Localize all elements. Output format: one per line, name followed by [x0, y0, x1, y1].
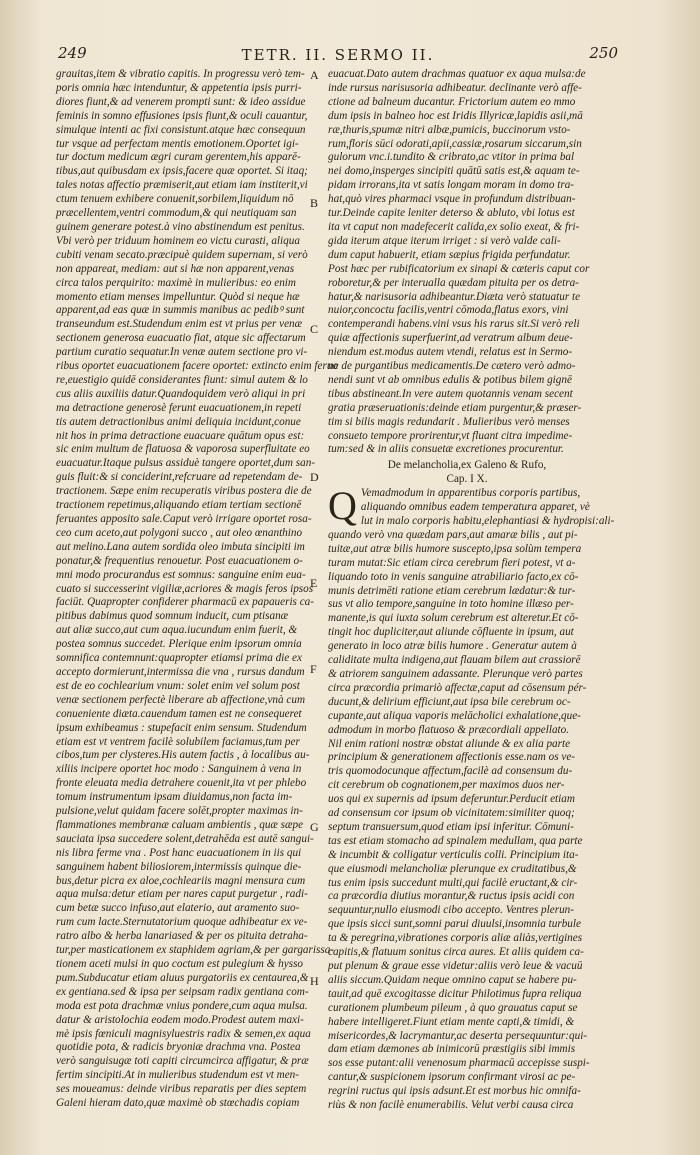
right-column-b-line: curationem plumbeum pileum , à quo grauatus caput se: [328, 1001, 578, 1014]
margin-letter: G: [310, 820, 319, 834]
right-column-b-line: cit cerebrum ob cognationem,per maximos duos ner-: [328, 779, 565, 792]
left-column-line: pitibus dabimus quod somnum inducit, cum ptisanæ: [56, 610, 289, 623]
left-column-line: flammationes membranæ caluam ambientis , quæ sæpe: [56, 818, 304, 831]
right-column-part-a: [328, 68, 606, 457]
right-column-a-line: niendum est.modus autem vtendi, relatus est in Sermo-: [328, 346, 573, 359]
right-column-b-line: aliis siccum.Quidam neque omnino caput se habere pu-: [328, 973, 577, 986]
right-column-b-line: regrini ructus qui ipsis adsunt.Et est morbus hic omnifa-: [328, 1085, 581, 1098]
left-column-line: ctum tenuem exhibere conuenit,sorbilem,liquidum nō: [56, 193, 294, 206]
right-column-b-line: principium & generationem affectionis esse.nam os ve-: [328, 751, 576, 764]
page-header: [58, 46, 618, 70]
margin-letter: B: [310, 196, 319, 210]
right-column-b-line: ad consensum cor ipsum ob vicinitatem:similiter quoq;: [328, 807, 575, 820]
margin-letter: F: [310, 662, 317, 676]
folio-left: 249: [58, 44, 87, 62]
right-column-a-line: ræ,thuris,spumæ nitri albæ,pumicis, buccinorum vsto-: [328, 123, 571, 136]
right-column-b-line: tingit hoc dupliciter,aut aliunde cōfluente in ipsum, aut: [328, 626, 574, 639]
right-column: [328, 68, 615, 1113]
left-column-line: cus aliis auxiliis datur.Quandoquidem verò aliqui in pri: [56, 387, 306, 400]
right-column-b-line: turam mutat:Sic etiam circa cerebrum fieri potest, vt a-: [328, 556, 576, 569]
folio-right: 250: [589, 44, 618, 62]
left-column-line: cibos,tum per clysteres.His autem factis , à localibus au-: [56, 749, 310, 762]
right-column-b-line: que ipsis sicci sunt,somni parui diuulsi,insomnia turbule: [328, 918, 581, 931]
left-column-line: ribus oportet euacuationem facere oportet: extincto enim feruo: [56, 360, 339, 373]
right-column-b-line: ca præcordia diutius morantur,& ructus ipsis acidi con: [328, 890, 575, 903]
right-column-b-line: habere intelligeret.Fiunt etiam mente capti,& timidi, &: [328, 1015, 575, 1028]
left-column-line: transeundum est.Studendum enim est vt prius per venæ: [56, 318, 303, 331]
right-column-a-line: tur.Deinde capite leniter deterso & abluto, vbi lotus est: [328, 207, 575, 220]
left-column-line: aut melino.Lana autem sordida oleo imbuta sincipiti im: [56, 540, 305, 553]
left-column-line: rum cum lacte.Sternutatorium quoque adhibeatur ex ve-: [56, 916, 308, 929]
right-column-part-b: [328, 483, 615, 1113]
right-column-a-line: ne de purgantibus medicamentis.De cætero verò admo-: [328, 360, 576, 373]
left-column-line: partium curatio sequatur.In venæ autem sectione pro vi-: [56, 346, 308, 359]
left-column-line: circa talos perquirito: maximè in mulieribus: eo enim: [56, 276, 296, 289]
right-column-b-line: misericordes,& lacrymantur,ac deserta persequuntur:qui-: [328, 1029, 588, 1042]
left-column-line: nis libra ferme vna . Post hanc euacuationem in iis qui: [56, 846, 302, 859]
left-column-line: tis autem detractionibus animi deliquia incidunt,conue: [56, 415, 301, 428]
right-column-a-line: gulorum vnc.i.tundito & cribrato,ac vtitor in prima bal: [328, 151, 575, 164]
left-column-line: tibus,aut quibusdam ex ipsis,facere quæ oportet. Si itaq;: [56, 165, 308, 178]
left-column-line: conueniente diæta.cauendum tamen est ne consequeret: [56, 707, 302, 720]
left-column-line: ceo cum aceto,aut polygoni succo , aut oleo œnanthino: [56, 526, 303, 539]
left-column-line: tionem aceti mulsi in quo coctum est pulegium & hysso: [56, 958, 304, 970]
right-column-b-line: Vemadmodum in apparentibus corporis partibus,: [360, 487, 581, 500]
right-column-b-line: uos qui ex supernis ad ipsum deferuntur.Perducit etiam: [328, 793, 575, 806]
right-column-b-line: quando verò vna quædam pars,aut amaræ bilis , aut pi-: [328, 528, 578, 541]
right-column-b-line: cantur,& suspicionem ipsorum confirmant virosi ac pe-: [328, 1071, 576, 1084]
right-column-a-line: euacuat.Dato autem drachmas quatuor ex aqua mulsa:de: [328, 68, 586, 80]
margin-letter: C: [310, 322, 319, 336]
left-column-line: apparent,ad eas quæ in summis manibus ac pedibꝰ sunt: [56, 304, 305, 317]
left-column-line: guinem generare potest.à vino abstinendum est penitus.: [56, 220, 305, 233]
left-column-line: verò sanguisugæ toti capiti circumcirca affigatur, & præ: [56, 1055, 309, 1068]
left-column-line: accepto dormierunt,intermissa die vna , rursus dandum: [56, 665, 305, 678]
right-column-a-line: ita vt caput non madefecerit calida,ex solio exeat, & fri-: [328, 220, 580, 233]
left-column: [56, 68, 339, 1111]
right-column-a-line: quiæ affectionis superfuerint,ad veratrum album deue-: [328, 332, 573, 345]
right-column-b-line: liquando toto in venis sanguine atrabiliario facto,ex cō-: [328, 570, 579, 583]
right-column-b-line: que eiusmodi melancholiæ plerunque ex cruditatibus,&: [328, 862, 577, 875]
left-column-line: euacuatur.Itaque pulsus assiduè tangere oportet,dum san-: [56, 457, 316, 470]
left-column-line: datur & aristolochia eodem modo.Prodest autem maxi-: [56, 1013, 304, 1026]
right-column-b-line: aliquando omnibus eadem temperatura apparet, vè: [360, 501, 590, 514]
left-column-line: cubiti venam secato.præcipuè quidem supernam, si verò: [56, 248, 308, 261]
left-column-line: est de eo cochlearium vnum: solet enim vel solum post: [56, 679, 300, 692]
left-column-line: tomum instrumentum ipsam diuidamus,non facta im-: [56, 791, 293, 804]
right-column-a-line: inde rursus narisusoria adhibeatur. declinante verò affe-: [328, 81, 582, 94]
right-column-b-line: tauit,ad quē excogitasse dicitur Philotimus fupra reliqua: [328, 987, 582, 1000]
right-column-a-line: pidam irrorans,ita vt satis longam moram in domo tra-: [328, 179, 575, 192]
right-column-b-line: tuitæ,aut atræ bilis humore suscepto,ipsa solùm tempera: [328, 542, 582, 555]
right-column-a-line: rum,floris sūci odorati,apii,cassiæ,rosarum siccarum,sin: [328, 137, 582, 150]
right-column-b-line: generato in loco atræ bilis humore . Generatur autem à: [328, 640, 577, 653]
left-column-line: moda est pota drachmæ vnius pondere,cum aqua mulsa.: [56, 999, 308, 1012]
left-column-line: cuato si successerint vigiliæ,acriores & magis feros ipsos: [56, 582, 314, 595]
right-column-b-line: sus vt alio tempore,sanguine in toto homine illæso per-: [328, 598, 574, 611]
left-column-line: diores fiunt,& ad venerem prompti sunt: & ideo assidue: [56, 95, 306, 108]
right-column-a-line: tum:sed & in aliis consuetæ excretiones procurentur.: [328, 443, 564, 456]
left-column-line: præcellentem,ventri commodum,& qui neutiquam san: [56, 207, 297, 220]
right-column-b-line: put plenum & graue esse videtur:aliis verò leue & vacuū: [328, 960, 583, 972]
right-column-a-line: nuior,concoctu facilis,ventri cōmoda,flatus exors, vini: [328, 304, 569, 317]
left-column-line: ipsum exhibeamus : stupefacit enim sensum. Studendum: [56, 721, 307, 734]
left-column-line: aut aliæ succo,aut cum aqua.iucundum enim fuerit, &: [56, 624, 298, 637]
left-column-line: postea somnus succedet. Plerique enim ipsorum omnia: [56, 638, 302, 651]
right-column-b-line: & atriorem sanguinem adassante. Plerunque verò partes: [328, 667, 583, 680]
right-column-b-line: ducunt,& delirium efficiunt,aut ipsa bile cerebrum oc-: [328, 695, 571, 708]
right-column-b-line: manente,is qui iuxta solum cerebrum est alteretur.Et cō-: [328, 612, 579, 625]
left-column-line: tales notas affectio præmiserit,aut etiam iam institerit,vi: [56, 179, 308, 192]
left-column-line: fertim sincipiti.At in mulieribus studendum est vt men-: [56, 1069, 299, 1082]
left-column-line: sic enim multum de flatuosa & vaporosa superfluitate eo: [56, 443, 310, 456]
right-column-b-line: tris quomodocunque affectum,facilè ad consensum du-: [328, 765, 573, 778]
right-column-b-line: admodum in morbo flatuoso & præcordiali appellato.: [328, 723, 570, 736]
right-column-b-line: & incumbit & colligatur verticulis colli. Principium ita-: [328, 848, 579, 861]
left-column-line: mni modo procurandus est somnus: sanguine enim eua-: [56, 568, 306, 581]
right-column-a-line: tim si bilis magis redundarit . Mulieribus verò menses: [328, 415, 570, 428]
left-column-line: sectionem generosa euacuatio fiat, atque sic affectarum: [56, 332, 306, 345]
right-column-a-line: roboretur,& per interualla quædam pituita per os detra-: [328, 276, 579, 289]
right-column-b-line: septum transuersum,quod etiam ipsi inferitur. Cōmuni-: [328, 820, 574, 833]
right-column-a-line: dum caput habuerit, etiam sæpius frigida perfundatur.: [328, 248, 571, 261]
left-column-line: ma detractione generosè ferunt euacuationem,in repeti: [56, 401, 302, 414]
left-column-line: ponatur,& frequentius renouetur. Post euacuationem o-: [56, 554, 303, 567]
right-column-a-line: Post hæc per rubificatorium ex sinapi & cæteris caput cor: [328, 262, 590, 275]
left-column-line: tur,per masticationem ex staphidem agriam,& per gargarissa-: [56, 944, 335, 957]
left-column-line: nit hos in prima detractione euacuare quātum opus est:: [56, 429, 305, 442]
left-column-line: sauciata ipsa succedere solent,detrahēda est autē sangui-: [56, 832, 314, 845]
left-column-line: tur vsque ad perfectam mentis emotionem.Oportet igi-: [56, 137, 299, 150]
left-column-line: tractionem repetimus,aliquando etiam tertiam sectionē: [56, 499, 302, 512]
right-column-b-line: dam etiam dæmones ab inimicorū præstigiis sibi immis: [328, 1043, 576, 1056]
right-column-a-line: dum ipsis in balneo hoc est Iridis Illyricæ,lapidis asii,mā: [328, 109, 583, 122]
margin-letter: A: [310, 68, 319, 82]
right-column-b-line: Nil enim rationi nostræ obstat aliunde & ex alia parte: [328, 737, 571, 750]
left-column-line: venæ sectionem perfectè liberare ab affectione,vnà cum: [56, 693, 306, 706]
right-column-a-line: hat,quò vires pharmaci vsque in profundum distribuan-: [328, 193, 576, 206]
left-column-line: cum betæ succo infuso,aut elaterio, aut aramento suo-: [56, 902, 300, 915]
right-column-b-line: munis detrimēti ratione etiam cerebrum lædatur:& tur-: [328, 584, 576, 597]
right-column-a-line: gratia præseruationis:deinde etiam purgentur,& præser-: [328, 401, 582, 414]
left-column-line: non appareat, mediam: aut si hæ non apparent,venas: [56, 262, 295, 275]
left-column-line: tur doctum medicum ægri curam gerentem,his apparē-: [56, 151, 301, 164]
right-column-b-line: ta & peregrina,vibrationes corporis aliæ aliàs,vertigines: [328, 932, 583, 945]
left-column-line: re,euestigio quidē considerantes fiunt: simul autem & lo: [56, 373, 308, 386]
section-heading: De melancholia,ex Galeno & Rufo,: [387, 459, 547, 472]
left-column-line: aqua mulsa:detur etiam per nares caput purgetur , radi-: [56, 888, 308, 901]
right-column-b-line: sos esse putant:alii venenosum pharmacū accepisse suspi-: [328, 1057, 590, 1070]
margin-letter: E: [310, 576, 318, 590]
left-column-line: guis fluit:& si conciderint,refcruare ad repetendam de-: [56, 471, 303, 484]
left-column-line: Vbi verò per triduum hominem eo victu curasti, aliqua: [56, 234, 300, 247]
margin-letter: D: [310, 470, 319, 484]
right-column-a-line: ctione ad balneum ducantur. Frictorium autem eo mmo: [328, 95, 576, 108]
left-column-line: sanguinem habent biliosiorem,intermissis quinque die-: [56, 860, 302, 873]
right-column-b-line: tus enim ipsis succedunt multi,qui facilè eructant,& cir-: [328, 876, 578, 889]
right-column-b-line: caliditate multa indigena,aut flauam bilem aut crassiorē: [328, 654, 581, 667]
left-column-line: etiam est vt ventrem facilè solubilem faciamus,tum per: [56, 735, 300, 748]
running-title: TETR. II. SERMO II.: [241, 46, 435, 64]
left-column-line: fronte eleuata media detrahere couenit,ita vt per phlebo: [56, 777, 307, 790]
right-column-a-line: hatur,& narisusoria adhibeantur.Diæta verò statuatur te: [328, 290, 581, 303]
left-column-line: mè ipsis fœniculi magnisyluestris radix & semen,ex aqua: [56, 1027, 311, 1040]
right-column-a-line: tibus abstineant.In vere autem quotannis venam secent: [328, 387, 573, 400]
dropcap: Q: [328, 483, 357, 529]
right-column-a-line: consueto tempore prorirentur,vt fluant citra impedime-: [328, 429, 573, 442]
left-column-line: faciūt. Quapropter confiderer pharmacū ex papaueris ca-: [56, 596, 314, 609]
left-column-line: pulsione,velut quidam facere solēt,propter maximas in-: [56, 805, 303, 818]
left-column-line: feruantes apposito sale.Caput verò irrigare oportet rosa-: [56, 513, 312, 525]
left-column-line: quotidie pota, & radicis bryoniæ drachma vna. Postea: [56, 1041, 301, 1054]
left-column-line: ratro albo & herba lanariased & per os pituita detraha-: [56, 930, 308, 943]
right-column-b-line: riùs & non facilè enumerabilis. Velut verbi causa circa: [328, 1099, 574, 1112]
right-column-a-line: nendi sunt vt ab omnibus edulis & potibus bilem gignē: [328, 373, 572, 386]
left-column-line: ses moueamus: deinde viribus reparatis per dies septem: [56, 1083, 307, 1096]
left-column-line: poris omnia hæc intenduntur, & appetentia ipsis purri-: [56, 81, 302, 94]
chapter-heading: Cap. I X.: [446, 473, 488, 486]
right-column-b-line: sequuntur,nullo eiusmodi cibo accepto. Ventres plerun-: [328, 904, 574, 917]
left-column-line: ex gentiana.sed & ipsa per seipsam radix gentiana com-: [56, 985, 309, 998]
right-column-b-line: lut in malo corporis habitu,elephantiasi & hydropisi:ali-: [360, 515, 615, 527]
left-column-line: Galeni hieram dato,quæ maximè ob stœchadis copiam: [56, 1097, 300, 1110]
right-column-a-line: nei domo,insperges sincipiti quātū satis est,& aquam te-: [328, 165, 580, 178]
right-column-a-line: contemperandi habens.vini vsus his rarus sit.Si verò reli: [328, 318, 580, 331]
right-column-a-line: gida iterum atque iterum irriget : si verò valde cali-: [328, 234, 561, 247]
left-column-line: simulque intenti ac fixi consistunt.atque hæc consequun: [56, 123, 306, 136]
left-column-line: xiliis incipere oportet hoc modo : Sanguinem à vena in: [56, 763, 302, 776]
left-column-line: tractionem. Sæpe enim recuperatis viribus postera die de: [56, 485, 312, 498]
left-column-line: momento etiam menses impelluntur. Quòd si neque hæ: [56, 290, 300, 303]
left-column-line: feminis in somno effusiones ipsis fiunt,& oculi cauantur,: [56, 109, 308, 122]
right-column-b-line: cupante,aut aliqua vaporis melācholici exhalatione,que-: [328, 709, 581, 722]
margin-letter: H: [310, 974, 319, 988]
right-column-b-line: tas est etiam stomacho ad spinalem medullam, qua parte: [328, 834, 583, 847]
right-column-b-line: capitis,& flatuum sonitus circa aures. Et aliis quidem ca-: [328, 946, 584, 959]
left-column-line: somnifica contemnunt:quapropter etiamsi prima die ex: [56, 652, 302, 665]
left-column-line: bus,detur picra ex aloe,cochleariis magni mensura cum: [56, 874, 306, 887]
left-column-line: pum.Subducatur etiam aluus purgatoriis ex centaurea,&: [56, 971, 309, 984]
right-column-b-line: circa præcordia primariò affectæ,caput ad cōsensum pér-: [328, 681, 587, 694]
left-column-line: grauitas,item & vibratio capitis. In progressu verò tem-: [56, 68, 305, 80]
